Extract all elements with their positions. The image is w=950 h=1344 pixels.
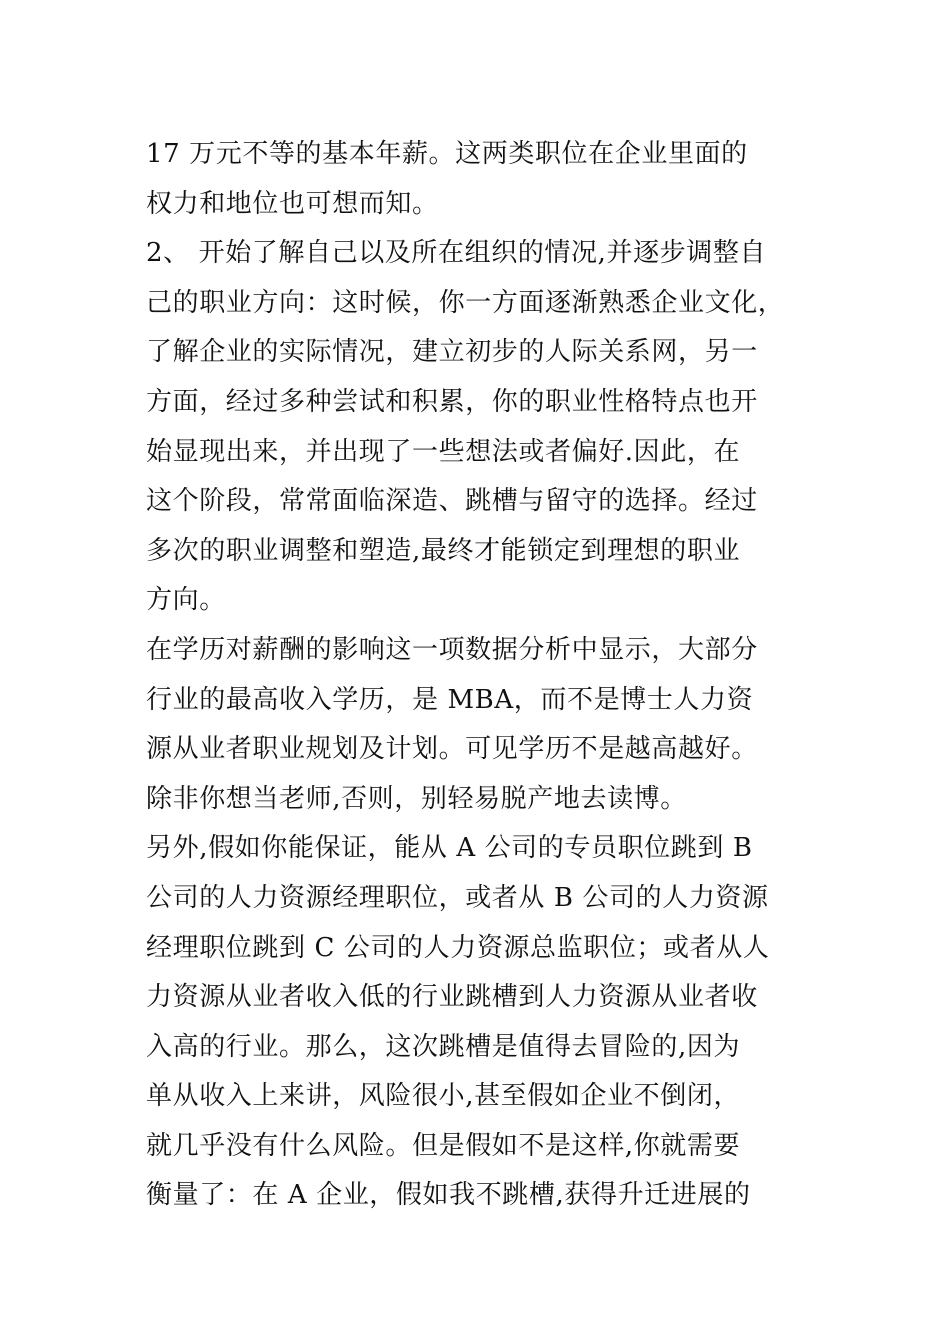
text-line: 除非你想当老师,否则，别轻易脱产地去读博。 <box>146 783 687 814</box>
text-line: 单从收入上来讲，风险很小,甚至假如企业不倒闭， <box>146 1081 741 1112</box>
text-line: 方面，经过多种尝试和积累，你的职业性格特点也开 <box>146 386 758 417</box>
text-line: 力资源从业者收入低的行业跳槽到人力资源从业者收 <box>146 982 758 1013</box>
text-line: 行业的最高收入学历，是 MBA，而不是博士人力资 <box>146 684 754 715</box>
text-line: 在学历对薪酬的影响这一项数据分析中显示，大部分 <box>146 634 758 665</box>
text-line: 另外,假如你能保证，能从 A 公司的专员职位跳到 B <box>146 833 753 864</box>
text-line: 2、 开始了解自己以及所在组织的情况,并逐步调整自 <box>146 238 767 269</box>
text-line: 入高的行业。那么，这次跳槽是值得去冒险的,因为 <box>146 1031 741 1062</box>
text-line: 衡量了：在 A 企业，假如我不跳槽,获得升迁进展的 <box>146 1180 751 1211</box>
text-line: 就几乎没有什么风险。但是假如不是这样,你就需要 <box>146 1130 741 1161</box>
text-line: 这个阶段，常常面临深造、跳槽与留守的选择。经过 <box>146 486 758 517</box>
text-line: 己的职业方向：这时候，你一方面逐渐熟悉企业文化， <box>146 287 785 318</box>
text-line: 源从业者职业规划及计划。可见学历不是越高越好。 <box>146 734 758 765</box>
text-line: 权力和地位也可想而知。 <box>146 188 439 219</box>
text-line: 方向。 <box>146 585 226 616</box>
text-line: 始显现出来，并出现了一些想法或者偏好.因此，在 <box>146 436 741 467</box>
text-line: 经理职位跳到 C 公司的人力资源总监职位；或者从人 <box>146 932 770 963</box>
text-line: 了解企业的实际情况，建立初步的人际关系网，另一 <box>146 337 758 368</box>
body-text <box>146 130 826 1221</box>
text-line: 多次的职业调整和塑造,最终才能锁定到理想的职业 <box>146 535 741 566</box>
text-line: 公司的人力资源经理职位，或者从 B 公司的人力资源 <box>146 882 769 913</box>
text-line: 17 万元不等的基本年薪。这两类职位在企业里面的 <box>146 139 748 169</box>
